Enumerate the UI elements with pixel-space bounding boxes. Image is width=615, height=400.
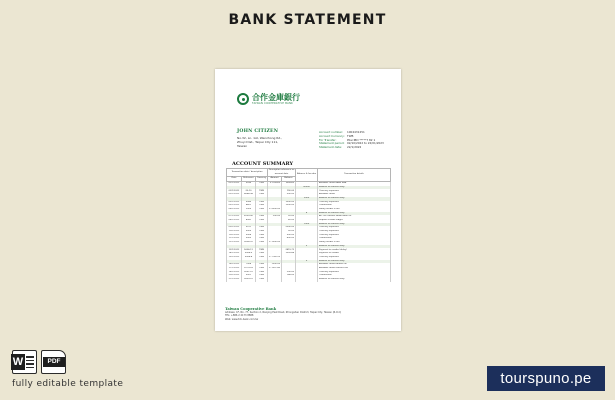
header-date: Date (227, 177, 242, 182)
header-amount: Amount (268, 177, 282, 182)
table-cell: Available funds transfer call (318, 267, 391, 271)
account-holder (237, 129, 317, 148)
account-info-row: Statement date: 22/1/2022 (319, 145, 362, 150)
table-cell: TWB (256, 278, 268, 282)
table-cell: TWB (256, 230, 268, 234)
page-title: BANK STATEMENT (228, 12, 387, 28)
table-cell: 20-10 (242, 189, 256, 193)
account-info-row: For Transfer: Pbsi IBD *****7 82 1 (319, 137, 376, 142)
table-cell: 5 (296, 245, 318, 249)
header-balance-fee: Balance & fee-due (296, 169, 318, 182)
table-cell: 190.00 (282, 189, 296, 193)
table-cell: 50.00 (282, 230, 296, 234)
table-cell: Payment to vendor (318, 252, 391, 256)
table-cell: 5009 (242, 230, 256, 234)
table-cell: 5249 (242, 182, 256, 186)
table-cell: 05/1/2022 (227, 204, 242, 208)
table-cell: 06/1/2022 (227, 208, 242, 212)
table-cell: Balance of transfer alloy (318, 278, 391, 282)
table-cell: 09/1/2022 (227, 226, 242, 230)
bank-name-en: TAIWAN COOPERATIVE BANK (252, 102, 294, 105)
account-info (319, 131, 399, 150)
header-description-reference: Description reference on account date (268, 169, 296, 177)
word-file-icon: W (12, 350, 37, 374)
table-cell: 18/1/2022 (227, 271, 242, 275)
table-cell: + 5000.00 (269, 207, 281, 210)
holder-address: No.32, Ln. 1st, Wenzhong Rd., Zhuyi Dist., Taipei City 111, Taiwan (237, 136, 283, 148)
table-header-top (227, 169, 391, 177)
table-cell: 07/1/2022 (227, 215, 242, 219)
table-cell: TWB (256, 263, 268, 267)
table-cell: 2009 (242, 208, 256, 212)
format-badges (12, 350, 66, 374)
table-cell: 200.00 (268, 215, 282, 219)
table-cell: 03/1/2022 (227, 193, 242, 197)
table-cell: 500.00 (282, 193, 296, 197)
table-cell: 5005 (242, 237, 256, 241)
table-cell: TWB (256, 226, 268, 230)
table-cell: 02/1/2022 (227, 182, 242, 186)
table-cell: 12/1/2022 (227, 241, 242, 245)
table-cell: 5001 (242, 274, 256, 278)
table-cell: 10/1/2022 (227, 234, 242, 238)
table-cell: TWB (256, 182, 268, 186)
table-cell: Available funds BANK BNB (318, 182, 391, 186)
transactions-body (227, 182, 391, 282)
table-cell: 15/1/2022 (227, 256, 242, 260)
bank-footer (225, 307, 395, 321)
table-cell: Currency expenses (318, 226, 391, 230)
table-cell: 1099.84 (282, 252, 296, 256)
account-info-row: Account Currency: TWB (319, 133, 354, 138)
table-cell: + 1000.00 (269, 241, 281, 244)
table-cell: 148.00 (282, 274, 296, 278)
table-cell: 4801 (242, 204, 256, 208)
bank-name-cn: 合作金庫銀行 (252, 92, 300, 102)
table-cell: TWB (256, 241, 268, 245)
table-cell: 2419.72 (282, 248, 296, 252)
table-cell: 8041 (242, 219, 256, 223)
table-cell: 08/1/2022 (227, 219, 242, 223)
table-cell: + 1097.40 (269, 266, 281, 269)
table-cell: 5004-9 (242, 252, 256, 256)
bank-logo (237, 93, 300, 105)
account-info-row: Statement period: 02/10/2022 to 22/01/2023 (319, 141, 384, 146)
table-cell: 05/1/2022 (227, 201, 242, 205)
table-cell: Balance of transfer alloy (318, 186, 391, 190)
table-cell: 11/1/2022 (227, 237, 242, 241)
table-cell: Currency expenses (318, 189, 391, 193)
table-cell: TWB (256, 267, 268, 271)
table-cell: 1000.00 (282, 204, 296, 208)
table-cell: TWB (256, 248, 268, 252)
table-cell: Payment to vendor (delay) (318, 248, 391, 252)
table-cell: TWB (256, 208, 268, 212)
table-cell: TWB (256, 256, 268, 260)
table-cell: Available funds balance all (318, 263, 391, 267)
table-cell: + 1745.20 (269, 255, 281, 258)
table-cell: Balance of transfer alloy (318, 197, 391, 201)
table-cell: TWB (256, 219, 268, 223)
header-balance: Balance (282, 177, 296, 182)
table-cell: TWB (256, 193, 268, 197)
table-cell: Balance of transfer alloy (318, 260, 391, 264)
footer-address: Address: 1F, No. 77, Section 2, Nanjing East Road, Zhongshan District, Taipei City, Taiwan (R.O.C) (225, 311, 342, 314)
table-cell: 5004-10 (242, 241, 256, 245)
editable-caption: fully editable template (12, 379, 124, 389)
table-cell: 6 (296, 212, 318, 216)
table-cell: Currency expenses (318, 271, 391, 275)
table-cell: 1000 (296, 223, 318, 227)
holder-name: JOHN CITIZEN (237, 129, 279, 134)
table-cell: Balance of transfer alloy (318, 212, 391, 216)
table-cell: 1000.00 (282, 201, 296, 205)
table-cell: TWB (256, 189, 268, 193)
table-cell: Balance of transfer alloy (318, 245, 391, 249)
account-info-row: Account number: 1004431251 (319, 130, 365, 134)
header-transaction-details: Transaction details (318, 169, 391, 182)
table-cell: 16/1/2022 (227, 263, 242, 267)
table-cell: Currency expenses (318, 230, 391, 234)
footer-web: Web: www.tcb-bank.com.tw (225, 317, 259, 321)
table-cell: 5008 (242, 234, 256, 238)
table-cell: Available funds (318, 193, 391, 197)
table-cell: TWB (256, 252, 268, 256)
table-cell: 14/1/2022 (227, 252, 242, 256)
table-cell: 6259-00 (242, 215, 256, 219)
table-cell: Deposit of bank ledger (318, 219, 391, 223)
table-cell: 03/1/2022 (227, 189, 242, 193)
table-cell: 5004-8 (242, 256, 256, 260)
table-cell: Commission (318, 274, 391, 278)
table-cell: TWB (256, 234, 268, 238)
table-cell (282, 278, 296, 282)
table-cell: 17/1/2022 (227, 267, 242, 271)
statement-document (215, 69, 401, 331)
table-cell: 13/1/2022 (227, 248, 242, 252)
table-cell: 400.00 (282, 237, 296, 241)
table-cell: 10/1/2022 (227, 230, 242, 234)
table-cell: ATL fee transfer Asian Bank (d) (318, 215, 391, 219)
table-cell: 1300.00 (268, 263, 282, 267)
table-cell: 5049 (242, 201, 256, 205)
table-cell (268, 278, 282, 282)
bank-logo-icon (237, 93, 249, 105)
table-cell (296, 278, 318, 282)
table-cell: 5000-01 (242, 278, 256, 282)
table-cell: TWB (256, 215, 268, 219)
table-cell: 5091-01 (242, 271, 256, 275)
header-currency: Currency (256, 177, 268, 182)
table-cell: 21/1/2022 (227, 278, 242, 282)
table-cell: Currency expenses (318, 256, 391, 260)
table-cell: 200.00 (282, 271, 296, 275)
table-cell: TWB (256, 274, 268, 278)
table-cell: 2000.00 (282, 226, 296, 230)
table-cell: Balance of transfer alloy (318, 223, 391, 227)
table-cell: Salary sender's info (318, 208, 391, 212)
table-cell: 5011 (242, 226, 256, 230)
header-reference: Reference (242, 177, 256, 182)
table-cell: Salary sender's info (318, 241, 391, 245)
table-cell: TWB (256, 271, 268, 275)
table-cell: Currency expenses (318, 234, 391, 238)
account-summary-title: ACCOUNT SUMMARY (232, 161, 294, 167)
table-row (227, 278, 391, 282)
table-cell: 0 (296, 260, 318, 264)
transactions-table (226, 168, 391, 282)
table-cell: 55.00 (282, 215, 296, 219)
table-cell: Currency expenses (318, 201, 391, 205)
table-cell: 2000 (296, 197, 318, 201)
table-cell: 400000 (282, 182, 296, 186)
pdf-file-icon: PDF (41, 350, 66, 374)
brand-badge[interactable]: tourspuno.pe (487, 366, 605, 391)
footer-tel: TEL: +886 2 2173 8888 (225, 314, 254, 318)
table-cell: 7008 (242, 263, 256, 267)
table-cell: 8048-38 (242, 193, 256, 197)
table-cell: 50000 (296, 186, 318, 190)
table-cell: 65.00 (282, 219, 296, 223)
table-cell: TWB (256, 201, 268, 205)
header-transaction-date: Transaction date / description (227, 169, 268, 177)
table-cell: 900.00 (282, 234, 296, 238)
table-cell: + 100000 (268, 182, 282, 186)
table-cell: 20/1/2022 (227, 274, 242, 278)
footer-bank-name: Taiwan Cooperative Bank (225, 307, 277, 311)
table-cell: 5270-03 (242, 267, 256, 271)
table-cell: 5004-11 (242, 248, 256, 252)
table-cell: Commission (318, 237, 391, 241)
table-cell: Commission (318, 204, 391, 208)
table-cell: TWB (256, 204, 268, 208)
table-cell: TWB (256, 237, 268, 241)
